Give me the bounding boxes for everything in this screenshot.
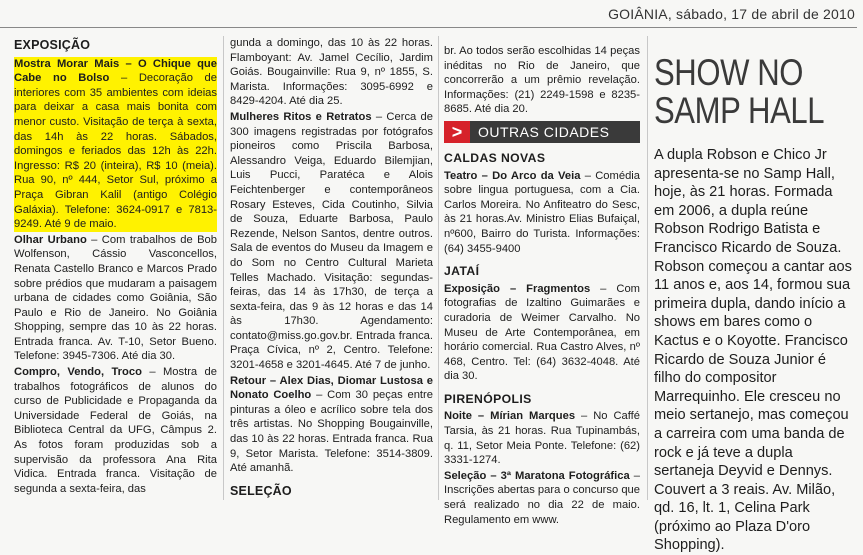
listing-body: – Decoração de interiores com 35 ambientes com ideias para deixar a casa mais bonita com menor custo. Visitação de terça à sexta, das 14h às 22 horas. Sábados, domingos e feriados das 12h às 22h. Ingresso: R$ 20 (inteira), R$ 10 (meia). Rua 90, nº 444, Setor Sul, próximo a Praça Gibran Kalil (antigo Colégio Galáxia). Telefone: 3624-0917 e 7813-9249. Até 9 de maio. (14, 72, 217, 231)
column-listings-2 (230, 36, 433, 502)
column-divider (438, 36, 439, 500)
listing-title: Retour – Alex Dias, Diomar Lustosa e Nonato Coelho (230, 374, 433, 402)
listing-continued: br. Ao todos serão escolhidas 14 peças inéditas no Rio de Janeiro, que concorrerão a um prêmio revelação. Informações: (21) 2249-1598 e 8235-8685. Até dia 20. (444, 45, 640, 116)
column-divider (647, 36, 648, 500)
section-heading: SELEÇÃO (230, 483, 292, 498)
listing-title: Exposição – Fragmentos (444, 282, 591, 295)
headline-line: SHOW NO (654, 52, 804, 93)
listing (444, 469, 640, 527)
listing-body: – Mostra de trabalhos fotográficos de alunos do curso de Publicidade e Propaganda da Universidade Federal de Goiás, na Biblioteca Central da UFG, Câmpus 2. As fotos foram produzidas sob a supervisão da professora Ana Rita Vidica. Entrada franca. Visitação de segunda a sexta-feira, das (14, 366, 218, 495)
listing-highlighted (14, 57, 217, 232)
listing-body: – Com trabalhos de Bob Wolfenson, Cássio Vasconcellos, Renata Castello Branco e Marcos Prado sobre prédios que mudaram a paisagem urbana de cidades como Goiânia, São Paulo e Rio de Janeiro. No Goiânia Shopping, sempre das 10 às 22 horas. Entrada franca. Av. T-10, Setor Bueno. Telefone: 3945-7306. Até dia 30. (14, 233, 217, 363)
article-headline (654, 54, 856, 130)
header-rule (0, 27, 857, 28)
column-divider (223, 36, 224, 500)
listing (444, 282, 640, 384)
listing-title: Mostra Morar Mais – O Chique que Cabe no Bolso (14, 57, 217, 85)
listing-body: – Com fotografias de Izaltino Guimarães e curadoria de Weimer Carvalho. No Museu de Arte Contemporânea, em horário comercial. Rua Castro Alves, nº 468, Centro. Tel: (64) 3632-4048. Até dia 30. (444, 282, 640, 383)
listing (14, 233, 217, 364)
listing (230, 374, 433, 476)
listing-title: Olhar Urbano (14, 233, 87, 246)
listing-body: – Com 30 peças entre pinturas a óleo e acrílico sobre tela dos três artistas. No Shopping Bougainville, das 10 às 22 horas. Entrada franca. Rua 9, Setor Marista. Telefone: 3514-3809. Até amanhã. (230, 389, 433, 475)
headline-line: SAMP HALL (654, 90, 825, 131)
section-heading: EXPOSIÇÃO (14, 38, 91, 52)
listing-body: – No Caffé Tarsia, às 21 horas. Rua Tupinambás, q. 11, Setor Meia Ponte. Telefone: (62) 3331-1274. (444, 410, 641, 467)
listing-title: Noite – Mírian Marques (444, 410, 576, 423)
listing-body: – Cerca de 300 imagens registradas por fotógrafos pioneiros como Priscila Barbosa, Alessandro Veiga, Eduardo Bilemjian, Luis Pucci, Paratéca e Alois Feichtenberger e contemporâneos Rosary Esteves, Cida Coutinho, Silvia de Souza, Eduarte Barbosa, Paulo Rezende, Nelson Santos, dentre outros. Sala de eventos do Museu da Imagem e do Som no Centro Cultural Marieta Telles Machado. Visitação: segundas-feiras, das 14 às 17h30, de terça a sexta-feira, das 9 às 12 horas e das 14 às 17h30. Agendamento: contato@miss.go.gov.br. Entrada franca. Praça Cívica, nº 2, Centro. Telefone: 3201-4658 e 3201-4645. Até 7 de junho. (230, 110, 433, 372)
listing (444, 169, 640, 257)
article-body: A dupla Robson e Chico Jr apresenta-se no Samp Hall, hoje, às 21 horas. Formada em 2006, a dupla reúne Robson Rodrigo Batista e Francisco Ricardo de Souza. Robson começou a cantar aos 11 anos e, aos 14, formou sua primeira dupla, dando início a shows em bares como o Kactus e o Koyotte. Francisco Ricardo de Souza Junior é filho do compositor Marrequinho. Ele cresceu no meio sertanejo, mas começou a carreira com uma banda de rock e já teve a dupla sertaneja Deyvid e Dennys. Couvert a 3 reais. Av. Milão, qd. 16, lt. 1, Celina Park (próximo ao Plaza D'oro Shopping). (654, 147, 852, 554)
listing-body: – Inscrições abertas para o concurso que será realizado no dia 22 de maio. Regulamento em www. (444, 469, 640, 526)
dateline: GOIÂNIA, sábado, 17 de abril de 2010 (608, 6, 855, 22)
listing (230, 110, 433, 373)
city-heading: CALDAS NOVAS (444, 150, 546, 165)
listing-title: Teatro – Do Arco da Veia (444, 169, 581, 182)
listing-title: Mulheres Ritos e Retratos (230, 110, 372, 123)
section-band-label: OUTRAS CIDADES (470, 121, 640, 143)
listing-continued: gunda a domingo, das 10 às 22 horas. Flamboyant: Av. Jamel Cecílio, Jardim Goiás. Bougainville: Rua 9, nº 1855, S. Marista. Informações: 3095-6992 e 8429-4204. Até dia 25. (230, 37, 433, 108)
listing (444, 409, 640, 467)
section-band (444, 121, 640, 143)
page-header (0, 0, 863, 30)
column-show-article (654, 40, 856, 555)
city-heading: PIRENÓPOLIS (444, 391, 532, 406)
chevron-right-icon: > (444, 121, 470, 143)
column-exposicao (14, 36, 217, 497)
listing-title: Seleção – 3ª Maratona Fotográfica (444, 469, 630, 482)
listing-title: Compro, Vendo, Troco (14, 366, 142, 379)
column-outras-cidades (444, 44, 640, 528)
city-heading: JATAÍ (444, 264, 480, 279)
listing (14, 365, 217, 496)
listing-body: – Comédia sobre lingua portuguesa, com a Cia. Carlos Moreira. No Anfiteatro do Sesc, às 21 horas.Av. Ministro Elias Bufaiçal, nº600, Bairro do Turista. Informações: (64) 3455-9400 (444, 169, 640, 255)
